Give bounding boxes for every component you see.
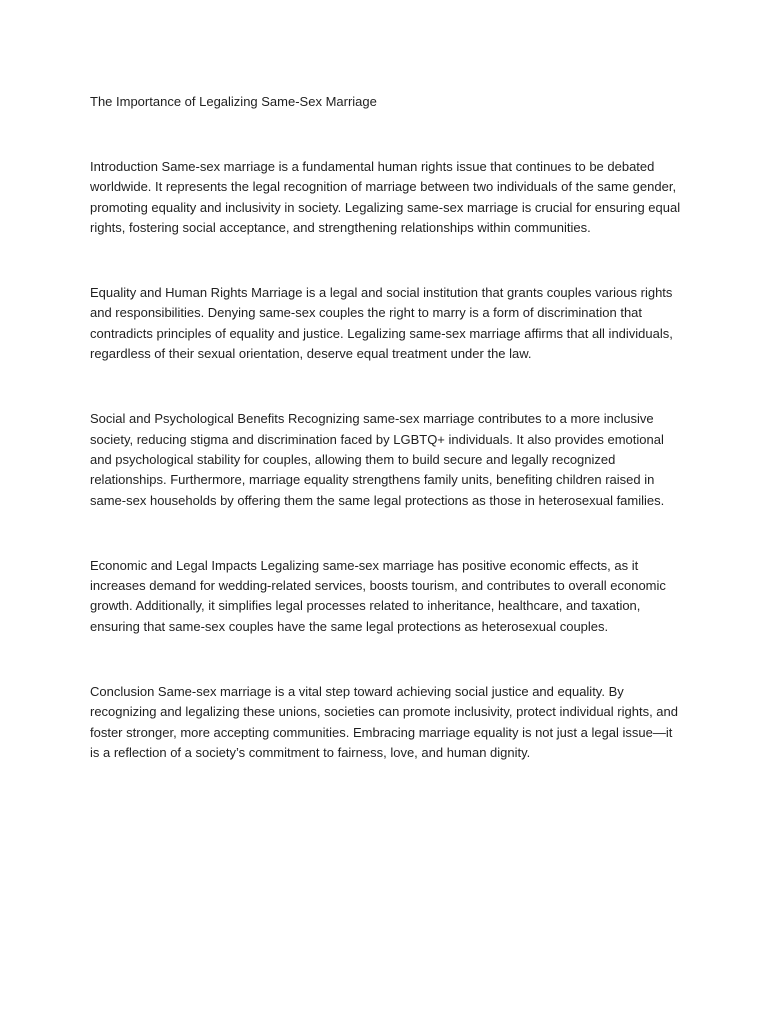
paragraph-introduction: Introduction Same-sex marriage is a fundamental human rights issue that continues to be debated worldwide. It represents the legal recognition of marriage between two individuals of the same gender, promoting equality and inclusivity in society. Legalizing same-sex marriage is crucial for ensuring equal rights, fostering social acceptance, and strengthening relationships within communities.: [90, 159, 681, 235]
paragraph-social-psychological-benefits: Social and Psychological Benefits Recognizing same-sex marriage contributes to a more inclusive society, reducing stigma and discrimination faced by LGBTQ+ individuals. It also provides emotional and psychological stability for couples, allowing them to build secure and legally recognized relationships. Furthermore, marriage equality strengthens family units, benefiting children raised in same-sex households by offering them the same legal protections as those in heterosexual families.: [90, 411, 665, 508]
paragraph-conclusion: Conclusion Same-sex marriage is a vital step toward achieving social justice and equality. By recognizing and legalizing these unions, societies can promote inclusivity, protect individual rights, and foster stronger, more accepting communities. Embracing marriage equality is not just a legal issue—it is a reflection of a society’s commitment to fairness, love, and human dignity.: [90, 684, 678, 760]
paragraph-equality-human-rights: Equality and Human Rights Marriage is a legal and social institution that grants couples various rights and responsibilities. Denying same-sex couples the right to marry is a form of discrimination that contradicts principles of equality and justice. Legalizing same-sex marriage affirms that all individuals, regardless of their sexual orientation, deserve equal treatment under the law.: [90, 285, 673, 362]
document-body: [90, 92, 682, 763]
document-title: The Importance of Legalizing Same-Sex Marriage: [90, 94, 377, 109]
paragraph-economic-legal-impacts: Economic and Legal Impacts Legalizing same-sex marriage has positive economic effects, as it increases demand for wedding-related services, boosts tourism, and contributes to overall economic growth. Additionally, it simplifies legal processes related to inheritance, healthcare, and taxation, ensuring that same-sex couples have the same legal protections as heterosexual couples.: [90, 557, 666, 634]
